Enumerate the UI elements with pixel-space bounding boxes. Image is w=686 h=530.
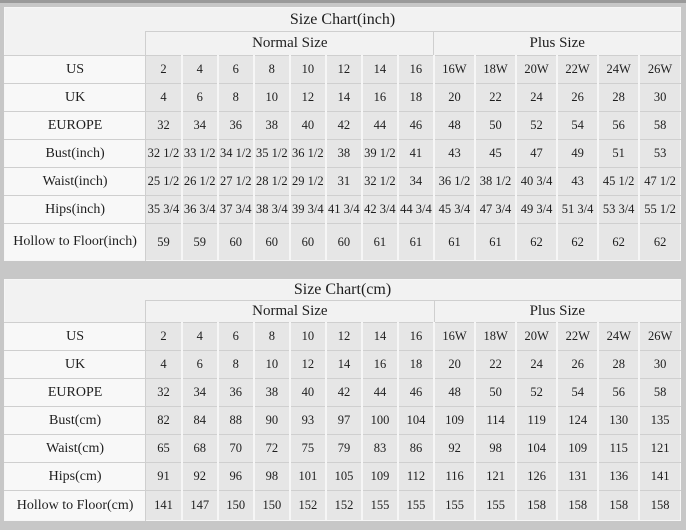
size-cell: 6 <box>182 351 218 379</box>
size-cell: 61 <box>362 224 398 261</box>
size-cell: 18 <box>398 84 434 112</box>
column-group-row <box>5 301 681 323</box>
size-cell: 39 1/2 <box>362 140 398 168</box>
size-cell: 91 <box>146 463 182 491</box>
chart-title: Size Chart(cm) <box>5 280 681 301</box>
table-title-row <box>5 8 681 32</box>
size-cell: 126 <box>516 463 557 491</box>
size-cell: 92 <box>434 435 475 463</box>
size-cell: 20 <box>434 84 475 112</box>
size-cell: 4 <box>146 351 182 379</box>
size-cell: 92 <box>182 463 218 491</box>
size-cell: 31 <box>326 168 362 196</box>
size-cell: 6 <box>218 56 254 84</box>
size-cell: 62 <box>557 224 598 261</box>
size-cell: 26 <box>557 84 598 112</box>
size-cell: 45 1/2 <box>598 168 639 196</box>
size-cell: 93 <box>290 407 326 435</box>
size-cell: 41 <box>398 140 434 168</box>
size-cell: 4 <box>182 323 218 351</box>
size-cell: 37 3/4 <box>218 196 254 224</box>
size-cell: 51 <box>598 140 639 168</box>
size-cell: 39 3/4 <box>290 196 326 224</box>
size-cell: 16 <box>398 56 434 84</box>
size-cell: 14 <box>362 56 398 84</box>
size-cell: 16 <box>362 351 398 379</box>
size-cell: 158 <box>516 491 557 521</box>
size-cell: 22W <box>557 323 598 351</box>
row-label: Hips(cm) <box>5 463 146 491</box>
size-cell: 83 <box>362 435 398 463</box>
row-label: EUROPE <box>5 379 146 407</box>
size-cell: 25 1/2 <box>146 168 182 196</box>
size-cell: 40 3/4 <box>516 168 557 196</box>
size-cell: 61 <box>398 224 434 261</box>
size-cell: 141 <box>146 491 182 521</box>
size-cell: 14 <box>326 84 362 112</box>
size-cell: 121 <box>639 435 680 463</box>
group-header-normal-size: Normal Size <box>146 32 434 56</box>
size-cell: 40 <box>290 112 326 140</box>
size-chart-cm-table <box>4 279 681 521</box>
size-cell: 36 1/2 <box>434 168 475 196</box>
size-cell: 60 <box>218 224 254 261</box>
size-cell: 47 3/4 <box>475 196 516 224</box>
size-cell: 54 <box>557 112 598 140</box>
size-cell: 20W <box>516 56 557 84</box>
size-cell: 22 <box>475 351 516 379</box>
size-cell: 50 <box>475 379 516 407</box>
size-cell: 114 <box>475 407 516 435</box>
size-cell: 59 <box>182 224 218 261</box>
size-cell: 50 <box>475 112 516 140</box>
size-cell: 116 <box>434 463 475 491</box>
size-cell: 56 <box>598 112 639 140</box>
size-cell: 79 <box>326 435 362 463</box>
size-cell: 6 <box>182 84 218 112</box>
row-label: Hips(inch) <box>5 196 146 224</box>
table-row <box>5 435 681 463</box>
size-cell: 53 <box>639 140 680 168</box>
size-cell: 130 <box>598 407 639 435</box>
size-cell: 104 <box>516 435 557 463</box>
row-label: EUROPE <box>5 112 146 140</box>
size-cell: 34 <box>182 112 218 140</box>
size-cell: 121 <box>475 463 516 491</box>
size-cell: 20 <box>434 351 475 379</box>
row-label: US <box>5 323 146 351</box>
row-label: Bust(cm) <box>5 407 146 435</box>
size-cell: 10 <box>290 323 326 351</box>
size-cell: 24 <box>516 84 557 112</box>
table-row <box>5 112 681 140</box>
size-cell: 32 <box>146 112 182 140</box>
size-cell: 158 <box>598 491 639 521</box>
size-cell: 45 <box>475 140 516 168</box>
table-row <box>5 407 681 435</box>
size-cell: 152 <box>290 491 326 521</box>
size-cell: 48 <box>434 112 475 140</box>
size-cell: 24 <box>516 351 557 379</box>
size-cell: 35 1/2 <box>254 140 290 168</box>
size-cell: 32 1/2 <box>146 140 182 168</box>
size-cell: 27 1/2 <box>218 168 254 196</box>
row-label: UK <box>5 351 146 379</box>
size-cell: 105 <box>326 463 362 491</box>
size-cell: 44 <box>362 379 398 407</box>
size-cell: 60 <box>290 224 326 261</box>
size-cell: 47 1/2 <box>639 168 680 196</box>
size-cell: 104 <box>398 407 434 435</box>
size-cell: 34 1/2 <box>218 140 254 168</box>
size-cell: 109 <box>434 407 475 435</box>
table-row <box>5 323 681 351</box>
size-cell: 10 <box>254 84 290 112</box>
size-cell: 29 1/2 <box>290 168 326 196</box>
size-cell: 109 <box>362 463 398 491</box>
size-cell: 44 3/4 <box>398 196 434 224</box>
size-cell: 49 <box>557 140 598 168</box>
size-cell: 16W <box>434 323 475 351</box>
size-cell: 12 <box>290 351 326 379</box>
size-cell: 2 <box>146 323 182 351</box>
size-cell: 8 <box>254 323 290 351</box>
chart-title: Size Chart(inch) <box>5 8 681 32</box>
table-row <box>5 224 681 261</box>
size-cell: 60 <box>254 224 290 261</box>
row-label: Bust(inch) <box>5 140 146 168</box>
size-cell: 47 <box>516 140 557 168</box>
size-cell: 141 <box>639 463 680 491</box>
size-cell: 51 3/4 <box>557 196 598 224</box>
corner-cell <box>5 32 146 56</box>
size-cell: 46 <box>398 379 434 407</box>
size-cell: 65 <box>146 435 182 463</box>
size-cell: 86 <box>398 435 434 463</box>
size-cell: 26 1/2 <box>182 168 218 196</box>
size-cell: 10 <box>254 351 290 379</box>
table-row <box>5 379 681 407</box>
size-cell: 46 <box>398 112 434 140</box>
size-cell: 33 1/2 <box>182 140 218 168</box>
size-cell: 98 <box>254 463 290 491</box>
size-cell: 32 1/2 <box>362 168 398 196</box>
size-cell: 14 <box>362 323 398 351</box>
size-cell: 40 <box>290 379 326 407</box>
size-cell: 58 <box>639 112 680 140</box>
size-cell: 68 <box>182 435 218 463</box>
size-cell: 42 <box>326 379 362 407</box>
size-cell: 16 <box>398 323 434 351</box>
size-cell: 70 <box>218 435 254 463</box>
size-cell: 18W <box>475 56 516 84</box>
size-cell: 101 <box>290 463 326 491</box>
size-cell: 52 <box>516 112 557 140</box>
size-cell: 26W <box>639 323 680 351</box>
size-cell: 18W <box>475 323 516 351</box>
size-cell: 32 <box>146 379 182 407</box>
row-label: UK <box>5 84 146 112</box>
size-cell: 56 <box>598 379 639 407</box>
size-cell: 158 <box>639 491 680 521</box>
table-row <box>5 84 681 112</box>
size-cell: 38 <box>254 112 290 140</box>
size-cell: 16W <box>434 56 475 84</box>
size-cell: 30 <box>639 351 680 379</box>
size-cell: 150 <box>254 491 290 521</box>
size-cell: 26 <box>557 351 598 379</box>
size-cell: 42 3/4 <box>362 196 398 224</box>
size-cell: 36 3/4 <box>182 196 218 224</box>
table-row <box>5 196 681 224</box>
size-cell: 155 <box>434 491 475 521</box>
size-cell: 119 <box>516 407 557 435</box>
size-cell: 90 <box>254 407 290 435</box>
size-cell: 36 <box>218 379 254 407</box>
size-cell: 22 <box>475 84 516 112</box>
size-cell: 34 <box>182 379 218 407</box>
size-cell: 59 <box>146 224 182 261</box>
size-cell: 152 <box>326 491 362 521</box>
size-cell: 88 <box>218 407 254 435</box>
size-cell: 150 <box>218 491 254 521</box>
size-cell: 62 <box>598 224 639 261</box>
table-row <box>5 56 681 84</box>
size-cell: 38 1/2 <box>475 168 516 196</box>
size-cell: 20W <box>516 323 557 351</box>
size-cell: 112 <box>398 463 434 491</box>
size-cell: 53 3/4 <box>598 196 639 224</box>
size-cell: 34 <box>398 168 434 196</box>
column-group-row <box>5 32 681 56</box>
table-row <box>5 140 681 168</box>
size-cell: 38 3/4 <box>254 196 290 224</box>
size-cell: 61 <box>475 224 516 261</box>
size-cell: 100 <box>362 407 398 435</box>
row-label: Waist(inch) <box>5 168 146 196</box>
size-cell: 4 <box>146 84 182 112</box>
size-cell: 147 <box>182 491 218 521</box>
size-cell: 136 <box>598 463 639 491</box>
size-cell: 61 <box>434 224 475 261</box>
group-header-normal-size: Normal Size <box>146 301 434 323</box>
size-cell: 43 <box>434 140 475 168</box>
size-cell: 8 <box>218 84 254 112</box>
size-cell: 124 <box>557 407 598 435</box>
size-cell: 48 <box>434 379 475 407</box>
size-cell: 155 <box>398 491 434 521</box>
group-header-plus-size: Plus Size <box>434 301 680 323</box>
group-header-plus-size: Plus Size <box>434 32 681 56</box>
corner-cell <box>5 301 146 323</box>
size-cell: 14 <box>326 351 362 379</box>
size-cell: 135 <box>639 407 680 435</box>
table-row <box>5 351 681 379</box>
size-cell: 38 <box>326 140 362 168</box>
size-cell: 26W <box>639 56 680 84</box>
size-cell: 97 <box>326 407 362 435</box>
size-cell: 2 <box>146 56 182 84</box>
size-cell: 72 <box>254 435 290 463</box>
size-cell: 49 3/4 <box>516 196 557 224</box>
size-cell: 28 <box>598 84 639 112</box>
size-cell: 44 <box>362 112 398 140</box>
row-label: Hollow to Floor(inch) <box>5 224 146 261</box>
size-cell: 28 <box>598 351 639 379</box>
row-label: US <box>5 56 146 84</box>
size-cell: 60 <box>326 224 362 261</box>
size-cell: 109 <box>557 435 598 463</box>
size-cell: 52 <box>516 379 557 407</box>
table-title-row <box>5 280 681 301</box>
size-cell: 12 <box>326 323 362 351</box>
size-cell: 62 <box>639 224 680 261</box>
size-cell: 54 <box>557 379 598 407</box>
size-cell: 43 <box>557 168 598 196</box>
size-cell: 58 <box>639 379 680 407</box>
size-cell: 36 1/2 <box>290 140 326 168</box>
size-cell: 8 <box>254 56 290 84</box>
size-cell: 75 <box>290 435 326 463</box>
row-label: Hollow to Floor(cm) <box>5 491 146 521</box>
size-cell: 6 <box>218 323 254 351</box>
size-cell: 42 <box>326 112 362 140</box>
size-cell: 98 <box>475 435 516 463</box>
row-label: Waist(cm) <box>5 435 146 463</box>
size-cell: 35 3/4 <box>146 196 182 224</box>
size-cell: 24W <box>598 56 639 84</box>
size-cell: 16 <box>362 84 398 112</box>
table-row <box>5 168 681 196</box>
size-cell: 18 <box>398 351 434 379</box>
size-cell: 155 <box>475 491 516 521</box>
size-cell: 38 <box>254 379 290 407</box>
size-cell: 12 <box>326 56 362 84</box>
size-cell: 24W <box>598 323 639 351</box>
size-cell: 41 3/4 <box>326 196 362 224</box>
size-cell: 10 <box>290 56 326 84</box>
table-row <box>5 463 681 491</box>
size-cell: 28 1/2 <box>254 168 290 196</box>
size-cell: 22W <box>557 56 598 84</box>
size-cell: 158 <box>557 491 598 521</box>
size-cell: 62 <box>516 224 557 261</box>
size-cell: 155 <box>362 491 398 521</box>
size-cell: 36 <box>218 112 254 140</box>
size-cell: 30 <box>639 84 680 112</box>
size-cell: 45 3/4 <box>434 196 475 224</box>
size-cell: 8 <box>218 351 254 379</box>
size-cell: 82 <box>146 407 182 435</box>
size-cell: 96 <box>218 463 254 491</box>
size-cell: 12 <box>290 84 326 112</box>
size-cell: 131 <box>557 463 598 491</box>
size-cell: 4 <box>182 56 218 84</box>
size-cell: 55 1/2 <box>639 196 680 224</box>
size-chart-inch-table <box>4 7 681 261</box>
size-cell: 84 <box>182 407 218 435</box>
table-row <box>5 491 681 521</box>
size-cell: 115 <box>598 435 639 463</box>
